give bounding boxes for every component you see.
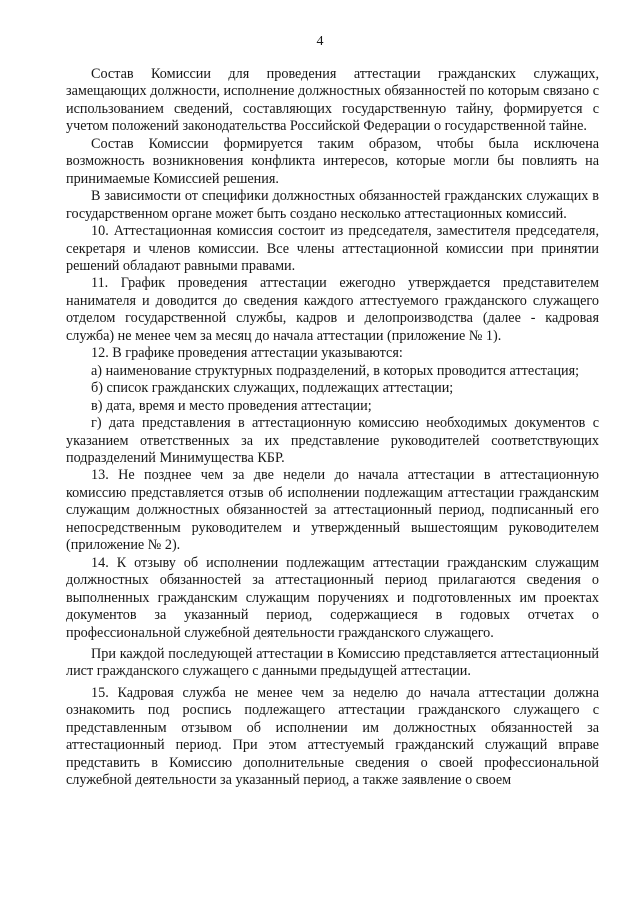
paragraph-item-15: 15. Кадровая служба не менее чем за неделю до начала аттестации должна ознакомить под роспись подлежащего аттестации гражданского служащего с представленным отзывом об исполнении им должностных обязанностей за аттестационный период. При этом аттестуемый гражданский служащий вправе представить в Комиссию дополнительные сведения о своей профессиональной служебной деятельности за указанный период, а также заявление о своем: [66, 684, 599, 789]
paragraph-several-commissions: В зависимости от специфики должностных обязанностей гражданских служащих в государственном органе может быть создано несколько аттестационных комиссий.: [66, 188, 599, 222]
paragraph-item-12-a: а) наименование структурных подразделений, в которых проводится аттестация;: [91, 362, 580, 379]
paragraph-commission-composition-secrecy: Состав Комиссии для проведения аттестации гражданских служащих, замещающих должности, исполнение должностных обязанностей по которым связано с использованием сведений, составляющих государственную тайну, формируется с учетом положений законодательства Российской Федерации о государственной тайне.: [66, 66, 599, 135]
document-body: [66, 66, 599, 790]
paragraph-item-12-v: в) дата, время и место проведения аттестации;: [91, 397, 372, 414]
paragraph-item-14: 14. К отзыву об исполнении подлежащим аттестации гражданским служащим должностных обязанностей за аттестационный период прилагаются сведения о выполненных гражданским служащим поручениях и подготовленных им проектах документов за указанный период, содержащиеся в годовых отчетах о профессиональной служебной деятельности гражданского служащего.: [66, 554, 599, 641]
paragraph-item-10: 10. Аттестационная комиссия состоит из председателя, заместителя председателя, секретаря и членов комиссии. Все члены аттестационной комиссии при принятии решений обладают равными правами.: [66, 223, 599, 274]
paragraph-item-12-b: б) список гражданских служащих, подлежащих аттестации;: [91, 380, 454, 397]
paragraph-conflict-of-interest: Состав Комиссии формируется таким образом, чтобы была исключена возможность возникновения конфликта интересов, которые могли бы повлиять на принимаемые Комиссией решения.: [66, 135, 599, 187]
paragraph-subsequent-attestation: При каждой последующей аттестации в Комиссию представляется аттестационный лист гражданского служащего с данными предыдущей аттестации.: [66, 645, 599, 680]
paragraph-item-13: 13. Не позднее чем за две недели до начала аттестации в аттестационную комиссию представляется отзыв об исполнении подлежащим аттестации гражданским служащим должностных обязанностей за аттестационный период, подписанный его непосредственным руководителем и утвержденный вышестоящим руководителем (приложение № 2).: [66, 467, 599, 554]
paragraph-item-12: 12. В графике проведения аттестации указываются:: [91, 345, 403, 362]
paragraph-item-11: 11. График проведения аттестации ежегодно утверждается представителем нанимателя и доводится до сведения каждого аттестуемого гражданского служащего отделом государственной службы, кадров и делопроизводства (далее - кадровая служба) не менее чем за месяц до начала аттестации (приложение № 1).: [66, 275, 599, 344]
paragraph-item-12-g: г) дата представления в аттестационную комиссию необходимых документов с указанием ответственных за их представление руководителей соответствующих подразделений Минимущества КБР.: [66, 415, 599, 466]
page-number: 4: [316, 34, 324, 49]
